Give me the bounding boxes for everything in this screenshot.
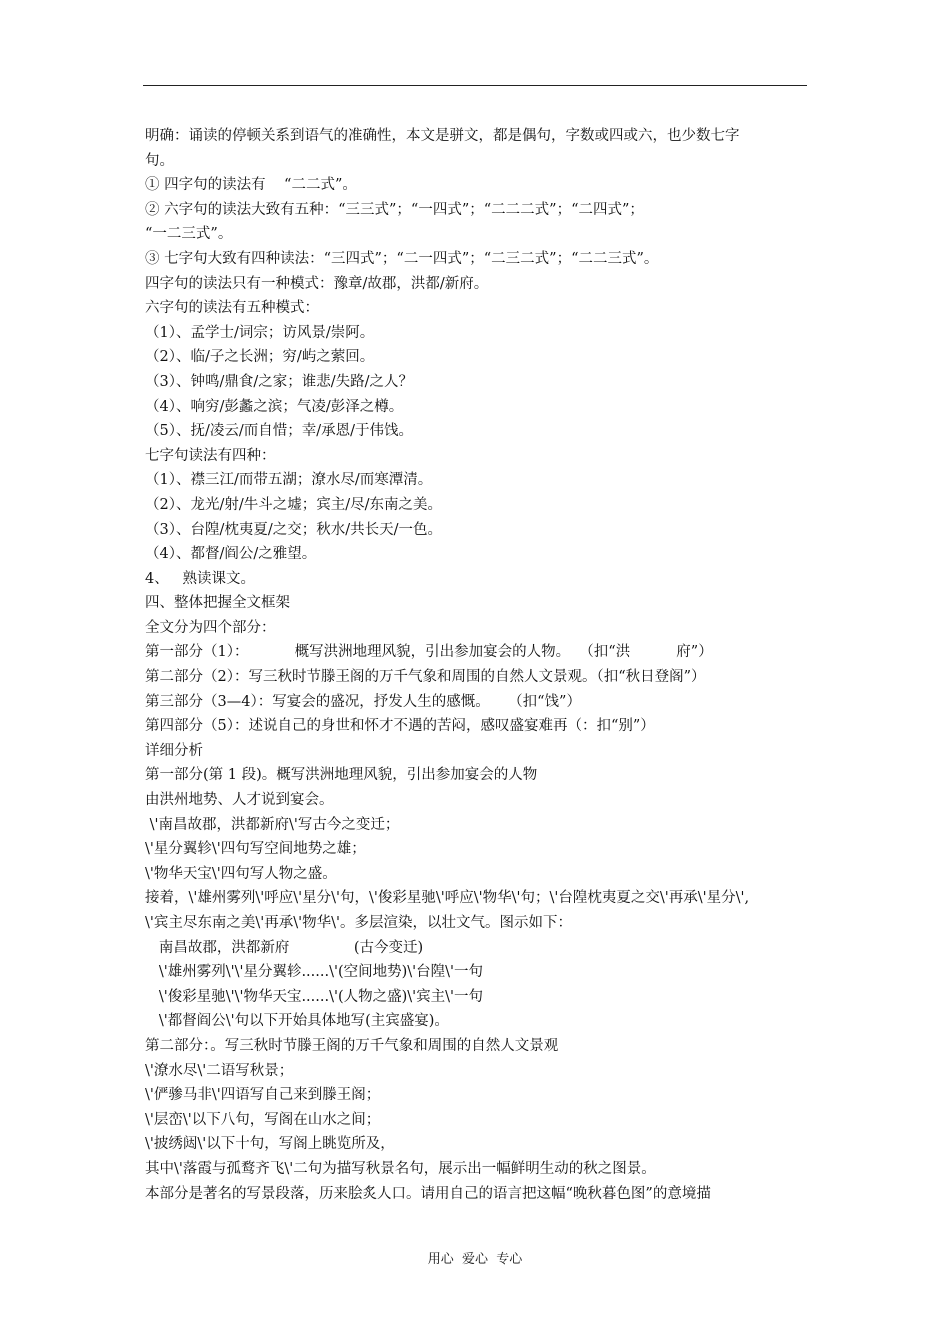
- text-line: \'披绣闼\'以下十句，写阁上眺览所及，: [145, 1136, 395, 1153]
- text-line: （2）、龙光/射/牛斗之墟；宾主/尽/东南之美。: [145, 496, 443, 513]
- text-line: \'层峦\'以下八句，写阁在山水之间；: [145, 1111, 381, 1128]
- text-line: ① 四字句的读法有 “二二式”。: [145, 177, 357, 194]
- text-line: 由洪州地势、人才说到宴会。: [145, 792, 334, 809]
- text-line: 四、整体把握全文框架: [145, 595, 290, 612]
- text-line: 本部分是著名的写景段落，历来脍炙人口。请用自己的语言把这幅“晚秋暮色图”的意境描: [145, 1185, 711, 1202]
- text-line: ③ 七字句大致有四种读法：“三四式”；“二一四式”；“二三二式”；“二二三式”。: [145, 250, 659, 267]
- text-line: 第二部分（2）：写三秋时节滕王阁的万千气象和周围的自然人文景观。（扣“秋日登阁”）: [145, 669, 706, 686]
- text-line: 明确：诵读的停顿关系到语气的准确性，本文是骈文，都是偶句，字数或四或六，也少数七字: [145, 128, 740, 144]
- document-body: [145, 124, 810, 1206]
- text-line: （2）、临/子之长洲；穷/屿之萦回。: [145, 349, 375, 366]
- text-line: （3）、钟鸣/鼎食/之家；谁悲/失路/之人？: [145, 373, 414, 390]
- text-line: 七字句读法有四种：: [145, 447, 276, 464]
- text-line: 六字句的读法有五种模式：: [145, 300, 319, 317]
- text-line: （3）、台隍/枕夷夏/之交；秋水/共长天/一色。: [145, 521, 443, 538]
- text-line: \'潦水尽\'二语写秋景；: [145, 1062, 294, 1079]
- text-line: （5）、抚/凌云/而自惜；幸/承恩/于伟饯。: [145, 423, 414, 440]
- text-line: \'俨骖马非\'四语写自己来到滕王阁；: [145, 1087, 381, 1104]
- text-line: \'都督阎公\'句以下开始具体地写(主宾盛宴)。: [145, 1013, 449, 1030]
- text-line: ② 六字句的读法大致有五种：“三三式”；“一四式”；“二二二式”；“二四式”；: [145, 201, 644, 218]
- text-line: \'星分翼轸\'四句写空间地势之雄；: [145, 841, 366, 858]
- text-line: \'南昌故郡，洪都新府\'写古今之变迁；: [145, 816, 400, 833]
- text-line: 全文分为四个部分：: [145, 619, 276, 636]
- text-line: 句。: [145, 152, 174, 169]
- page-footer: 用心 爱心 专心: [427, 1252, 523, 1267]
- text-line: \'物华天宝\'四句写人物之盛。: [145, 865, 337, 882]
- text-line: 其中\'落霞与孤鹜齐飞\'二句为描写秋景名句，展示出一幅鲜明生动的秋之图景。: [145, 1160, 656, 1177]
- text-line: “一二三式”。: [145, 226, 233, 243]
- text-line: 第四部分（5）：述说自己的身世和怀才不遇的苦闷，感叹盛宴难再（：扣“别”）: [145, 718, 655, 735]
- text-line: （4）、都督/阎公/之雅望。: [145, 546, 317, 563]
- text-line: 第一部分(第 1 段)。概写洪洲地理风貌，引出参加宴会的人物: [145, 767, 538, 784]
- text-line: （1）、襟三江/而带五湖；潦水尽/而寒潭清。: [145, 472, 433, 489]
- text-line: \'雄州雾列\'\'星分翼轸......\'(空间地势)\'台隍\'一句: [145, 964, 484, 981]
- text-line: 4、 熟读课文。: [145, 570, 256, 587]
- text-line: （4）、响穷/彭蠡之滨；气凌/彭泽之樽。: [145, 398, 404, 415]
- text-line: 详细分析: [145, 742, 203, 759]
- text-line: \'俊彩星驰\'\'物华天宝......\'(人物之盛)\'宾主\'一句: [145, 988, 484, 1005]
- text-line: \'宾主尽东南之美\'再承\'物华\'。多层渲染，以壮文气。图示如下：: [145, 915, 572, 931]
- text-line: 南昌故郡，洪都新府 (古今变迁): [145, 939, 424, 956]
- text-line: 第一部分（1）： 概写洪洲地理风貌，引出参加宴会的人物。 （扣“洪 府”）: [145, 644, 713, 661]
- header-rule: [143, 85, 807, 86]
- text-line: 接着，\'雄州雾列\'呼应\'星分\'句，\'俊彩星驰\'呼应\'物华\'句；\'台隍枕夷夏之交\'再承\'星分\',: [145, 890, 750, 907]
- text-line: 第二部分：。写三秋时节滕王阁的万千气象和周围的自然人文景观: [145, 1037, 559, 1054]
- text-line: （1）、孟学士/词宗；访风景/崇阿。: [145, 324, 375, 341]
- text-line: 四字句的读法只有一种模式：豫章/故郡，洪都/新府。: [145, 275, 489, 292]
- text-line: 第三部分（3—4）：写宴会的盛况，抒发人生的感慨。 （扣“饯”）: [145, 693, 581, 710]
